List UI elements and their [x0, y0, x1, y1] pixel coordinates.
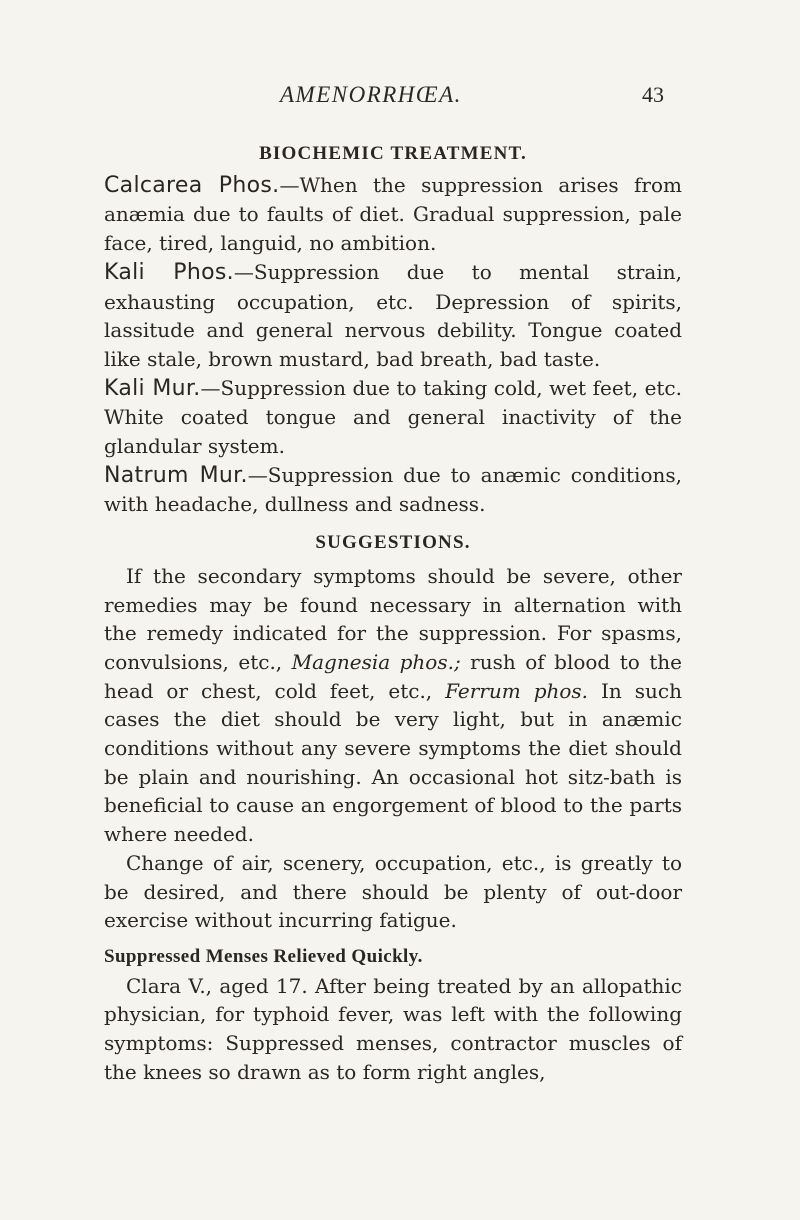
italic-remedy: Magnesia phos.;	[291, 649, 461, 674]
remedy-entry	[104, 258, 682, 374]
case-heading: Suppressed Menses Relieved Quickly.	[104, 945, 423, 967]
suggestions-text: If the secondary symptoms should be severe, other remedies may be found necessary in alternation with the remedy indicated for the suppression. For spasms, convulsions, etc.,	[104, 563, 682, 674]
section-heading-suggestions: SUGGESTIONS.	[315, 532, 471, 554]
suggestions-paragraph: Change of air, scenery, occupation, etc., is greatly to be desired, and there should be plenty of out-door exercise without incurring fatigue.	[104, 850, 682, 933]
case-paragraph: Clara V., aged 17. After being treated by an allopathic physician, for typhoid fever, was left with the following symptoms: Suppressed menses, contractor muscles of the knees so drawn as to form right angles,	[104, 973, 682, 1084]
remedy-entry	[104, 374, 682, 461]
running-head	[0, 82, 800, 112]
page-number: 43	[642, 82, 664, 107]
remedy-name: Calcarea Phos.	[104, 172, 280, 198]
remedy-description: —Suppression due to taking cold, wet feet, etc. White coated tongue and general inactivity of the glandular system.	[104, 375, 682, 459]
remedy-entry	[104, 461, 682, 519]
running-title: AMENORRHŒA.	[280, 82, 462, 107]
suggestions-text: rush of blood to the head or chest, cold feet, etc.,	[104, 649, 683, 703]
remedy-description: —Suppression due to mental strain, exhausting occupation, etc. Depression of spirits, lassitude and general nervous debility. Tongue coated like stale, brown mustard, bad breath, bad taste.	[104, 259, 682, 371]
body-text	[104, 140, 682, 1087]
remedy-name: Kali Phos.	[104, 259, 234, 285]
suggestions-text: In such cases the diet should be very light, but in anæmic conditions without any severe symptoms the diet should be plain and nourishing. An occasional hot sitz-bath is beneficial to cause an engorgement of blood to the parts where needed.	[104, 678, 682, 847]
remedy-entry	[104, 171, 682, 258]
remedy-name: Kali Mur.	[104, 375, 201, 401]
remedy-description: —Suppression due to anæmic conditions, with headache, dullness and sadness.	[104, 462, 682, 517]
remedy-description: —When the suppression arises from anæmia due to faults of diet. Gradual suppression, pale face, tired, languid, no ambition.	[104, 172, 682, 256]
italic-remedy: Ferrum phos.	[445, 678, 589, 703]
suggestions-paragraph	[104, 562, 682, 849]
remedy-name: Natrum Mur.	[104, 462, 248, 488]
section-heading-biochemic: BIOCHEMIC TREATMENT.	[259, 143, 527, 164]
